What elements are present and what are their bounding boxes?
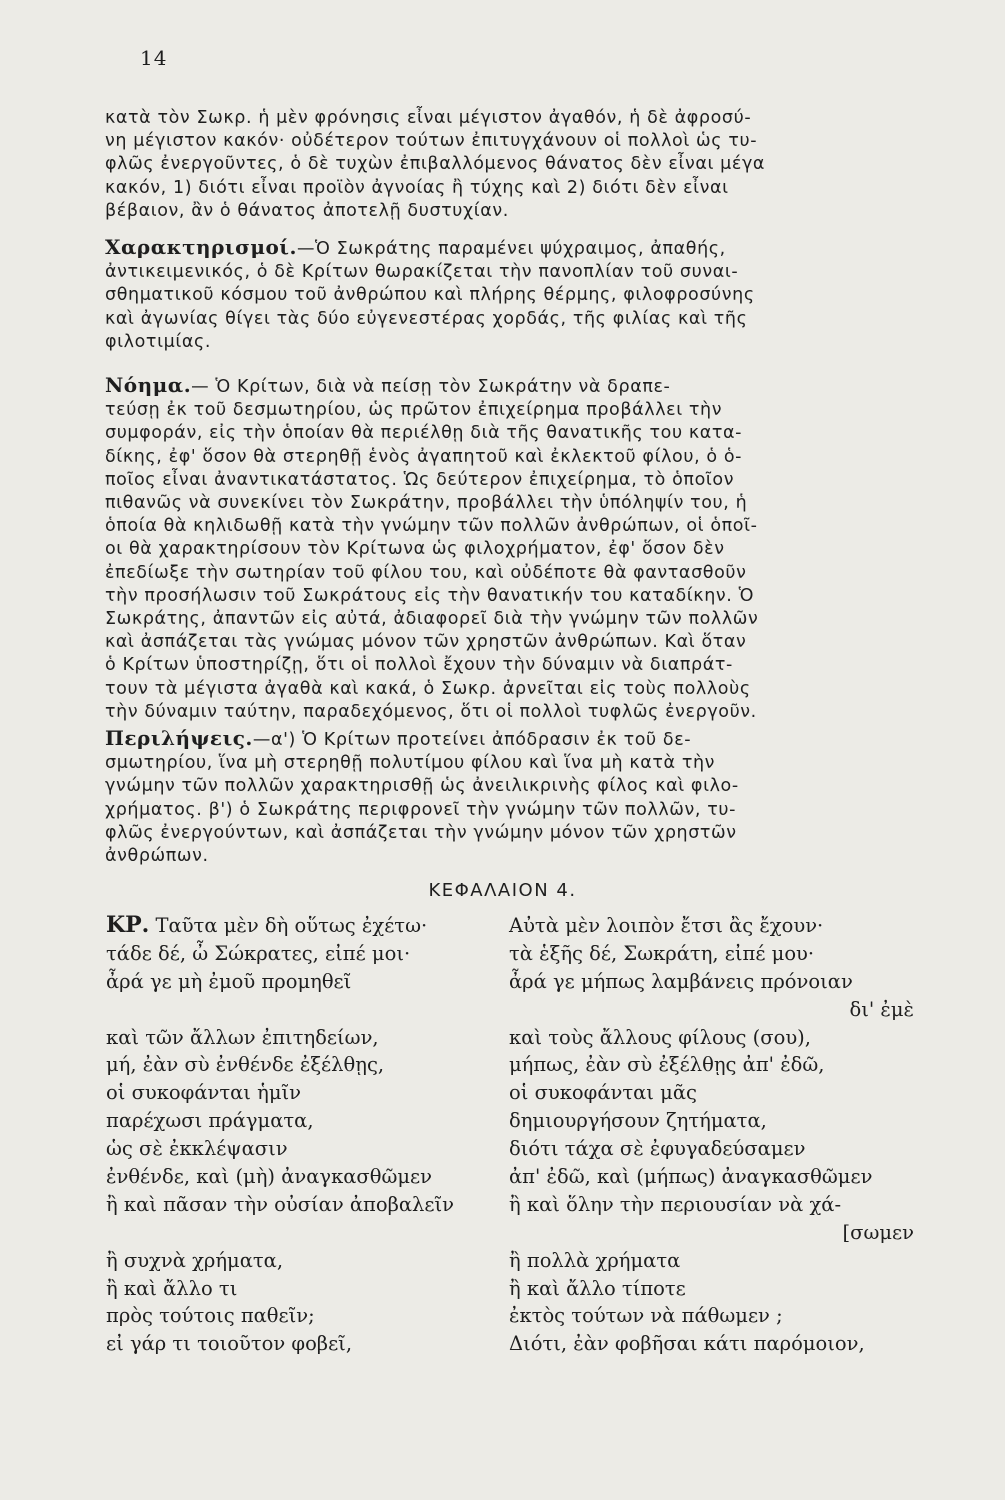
text-line: ἀνθρώπων.: [105, 846, 209, 867]
translation-text: Αὐτὰ μὲν λοιπὸν ἔτσι ἂς ἔχουν·: [509, 914, 824, 937]
dialogue-row: [106, 1330, 914, 1358]
greek-text: τάδε δέ, ὦ Σώκρατες, εἰπέ μοι·: [106, 941, 411, 965]
text-line: τὴν προσήλωσιν τοῦ Σωκράτους εἰς τὴν θανατικήν του καταδίκην. Ὁ: [105, 585, 755, 606]
text-line: τουν τὰ μέγιστα ἀγαθὰ καὶ κακά, ὁ Σωκρ. ἀρνεῖται εἰς τοὺς πολλοὺς: [105, 678, 751, 699]
text-line: Περιλήψεις.—α') Ὁ Κρίτων προτείνει ἀπόδρασιν ἐκ τοῦ δε-: [105, 726, 692, 750]
text-line: φλῶς ἐνεργούντων, καὶ ἀσπάζεται τὴν γνώμην μόνον τῶν χρηστῶν: [105, 822, 737, 843]
greek-text: ΚΡ. Ταῦτα μὲν δὴ οὕτως ἐχέτω·: [106, 912, 428, 938]
page-number: 14: [140, 46, 168, 70]
dialogue-row: [106, 912, 914, 940]
translation-text: οἱ συκοφάνται μᾶς: [509, 1081, 697, 1105]
text-line: νη μέγιστον κακόν· οὐδέτερον τούτων ἐπιτυγχάνουν οἱ πολλοὶ ὡς τυ-: [105, 131, 758, 152]
translation-text: δημιουργήσουν ζητήματα,: [509, 1109, 767, 1133]
translation-text: διότι τάχα σὲ ἐφυγαδεύσαμεν: [509, 1137, 806, 1161]
meaning-paragraph: [105, 374, 913, 724]
translation-text: ἀπ' ἐδῶ, καὶ (μήπως) ἀναγκασθῶμεν: [509, 1165, 873, 1189]
dialogue-row: [106, 1163, 914, 1191]
text-line: σθηματικοῦ κόσμου τοῦ ἀνθρώπου καὶ πλήρης θέρμης, φιλοφροσύνης: [105, 285, 755, 306]
dialogue-row: [106, 968, 914, 996]
dialogue-section: [106, 912, 914, 1358]
dialogue-row: [106, 996, 914, 1024]
text-line: τεύσῃ ἐκ τοῦ δεσμωτηρίου, ὡς πρῶτον ἐπιχείρημα προβάλλει τὴν: [105, 400, 723, 421]
dialogue-row: [106, 1024, 914, 1052]
greek-text: μή, ἐὰν σὺ ἐνθένδε ἐξέλθῃς,: [106, 1053, 385, 1077]
section-heading-meaning: Νόημα.: [105, 373, 192, 397]
summaries-paragraph: [105, 727, 913, 868]
greek-text: πρὸς τούτοις παθεῖν;: [106, 1304, 315, 1328]
dialogue-row: [106, 1051, 914, 1079]
text-line: συμφοράν, εἰς τὴν ὁποίαν θὰ περιέλθῃ διὰ τῆς θανατικῆς του κατα-: [105, 423, 743, 444]
greek-text: ἢ συχνὰ χρήματα,: [106, 1248, 284, 1272]
text-line: ὁποία θὰ κηλιδωθῇ κατὰ τὴν γνώμην τῶν πολλῶν ἀνθρώπων, οἱ ὁποῖ-: [105, 516, 758, 537]
text-line: καὶ ἀγωνίας θίγει τὰς δύο εὐγενεστέρας χορδάς, τῆς φιλίας καὶ τῆς: [105, 308, 748, 329]
text-line: χρήματος. β') ὁ Σωκράτης περιφρονεῖ τὴν γνώμην τῶν πολλῶν, τυ-: [105, 799, 737, 820]
translation-text: ἢ καὶ ἄλλο τίποτε: [509, 1276, 686, 1300]
text-line: φιλοτιμίας.: [105, 331, 212, 352]
translation-text: ἢ καὶ ὅλην τὴν περιουσίαν νὰ χά-: [509, 1192, 842, 1216]
text-line: γνώμην τῶν πολλῶν χαρακτηρισθῇ ὡς ἀνειλικρινὴς φίλος καὶ φιλο-: [105, 776, 739, 797]
text-line: τὴν δύναμιν ταύτην, παραδεχόμενος, ὅτι οἱ πολλοὶ τυφλῶς ἐνεργοῦν.: [105, 701, 757, 722]
translation-text: [σωμεν: [842, 1220, 914, 1244]
dialogue-row: [106, 1079, 914, 1107]
character-paragraph: [105, 236, 913, 354]
text-line: ἀντικειμενικός, ὁ δὲ Κρίτων θωρακίζεται τὴν πανοπλίαν τοῦ συναι-: [105, 262, 739, 283]
text-line: ἐπεδίωξε τὴν σωτηρίαν τοῦ φίλου του, καὶ οὐδέποτε θὰ φαντασθοῦν: [105, 562, 747, 583]
summary-paragraph: [105, 107, 913, 223]
greek-text: [106, 1219, 509, 1247]
greek-text: εἰ γάρ τι τοιοῦτον φοβεῖ,: [106, 1332, 353, 1356]
dialogue-row: [106, 1275, 914, 1303]
translation-text: ἢ πολλὰ χρήματα: [509, 1248, 681, 1272]
translation-text: μήπως, ἐὰν σὺ ἐξέλθῃς ἀπ' ἐδῶ,: [509, 1053, 825, 1077]
translation-text: ἆρά γε μήπως λαμβάνεις πρόνοιαν: [509, 969, 853, 993]
translation-text: Διότι, ἐὰν φοβῆσαι κάτι παρόμοιον,: [509, 1332, 865, 1356]
text-line: καὶ ἀσπάζεται τὰς γνώμας μόνον τῶν χρηστῶν ἀνθρώπων. Καὶ ὅταν: [105, 632, 747, 653]
text-line: Χαρακτηρισμοί.—Ὁ Σωκράτης παραμένει ψύχραιμος, ἀπαθής,: [105, 235, 726, 259]
speaker-label: ΚΡ.: [106, 912, 150, 938]
text-line: φλῶς ἐνεργοῦντες, ὁ δὲ τυχὼν ἐπιβαλλόμενος θάνατος δὲν εἶναι μέγα: [105, 154, 766, 175]
text-line: πιθανῶς νὰ συνεκίνει τὸν Σωκράτην, προβάλλει τὴν ὑπόληψίν του, ἡ: [105, 493, 748, 514]
text-line: ποῖος εἶναι ἀναντικατάστατος. Ὡς δεύτερον ἐπιχείρημα, τὸ ὁποῖον: [105, 469, 735, 490]
text-line: κατὰ τὸν Σωκρ. ἡ μὲν φρόνησις εἶναι μέγιστον ἀγαθόν, ἡ δὲ ἀφροσύ-: [105, 108, 752, 128]
text-line: δίκης, ἐφ' ὅσον θὰ στερηθῇ ἑνὸς ἀγαπητοῦ καὶ ἐκλεκτοῦ φίλου, ὁ ὁ-: [105, 446, 743, 467]
greek-text: ἆρά γε μὴ ἐμοῦ προμηθεῖ: [106, 969, 352, 993]
greek-text: ἐνθένδε, καὶ (μὴ) ἀναγκασθῶμεν: [106, 1165, 433, 1189]
chapter-title: ΚΕΦΑΛΑΙΟΝ 4.: [428, 880, 577, 901]
greek-text: [106, 996, 509, 1024]
translation-text: δι' ἐμὲ: [849, 997, 914, 1021]
text-line: οι θὰ χαρακτηρίσουν τὸν Κρίτωνα ὡς φιλοχρήματον, ἐφ' ὅσον δὲν: [105, 539, 725, 560]
dialogue-row: [106, 1191, 914, 1219]
section-heading-summaries: Περιλήψεις.: [105, 726, 253, 750]
greek-text: καὶ τῶν ἄλλων ἐπιτηδείων,: [106, 1025, 379, 1049]
section-heading-character: Χαρακτηρισμοί.: [105, 235, 297, 259]
translation-text: ἐκτὸς τούτων νὰ πάθωμεν ;: [509, 1304, 783, 1328]
text-line: βέβαιον, ἂν ὁ θάνατος ἀποτελῇ δυστυχίαν.: [105, 200, 509, 221]
translation-text: καὶ τοὺς ἄλλους φίλους (σου),: [509, 1025, 811, 1049]
greek-text: οἱ συκοφάνται ἡμῖν: [106, 1081, 302, 1105]
greek-text: ἢ καὶ ἄλλο τι: [106, 1276, 238, 1300]
dialogue-row: [106, 1107, 914, 1135]
greek-text: ἢ καὶ πᾶσαν τὴν οὐσίαν ἀποβαλεῖν: [106, 1192, 455, 1216]
greek-text: παρέχωσι πράγματα,: [106, 1109, 314, 1133]
text-line: ὁ Κρίτων ὑποστηρίζῃ, ὅτι οἱ πολλοὶ ἔχουν τὴν δύναμιν νὰ διαπράτ-: [105, 655, 733, 676]
translation-text: τὰ ἑξῆς δέ, Σωκράτη, εἰπέ μου·: [509, 941, 815, 965]
text-line: σμωτηρίου, ἵνα μὴ στερηθῇ πολυτίμου φίλου καὶ ἵνα μὴ κατὰ τὴν: [105, 753, 716, 774]
dialogue-row: [106, 1135, 914, 1163]
text-line: Νόημα.— Ὁ Κρίτων, διὰ νὰ πείσῃ τὸν Σωκράτην νὰ δραπε-: [105, 373, 671, 397]
dialogue-row: [106, 940, 914, 968]
greek-text: ὡς σὲ ἐκκλέψασιν: [106, 1137, 288, 1161]
dialogue-row: [106, 1247, 914, 1275]
text-line: Σωκράτης, ἀπαντῶν εἰς αὐτά, ἀδιαφορεῖ διὰ τὴν γνώμην τῶν πολλῶν: [105, 609, 759, 630]
dialogue-row: [106, 1302, 914, 1330]
dialogue-row: [106, 1219, 914, 1247]
text-line: κακόν, 1) διότι εἶναι προϊὸν ἀγνοίας ἢ τύχης καὶ 2) διότι δὲν εἶναι: [105, 177, 729, 198]
